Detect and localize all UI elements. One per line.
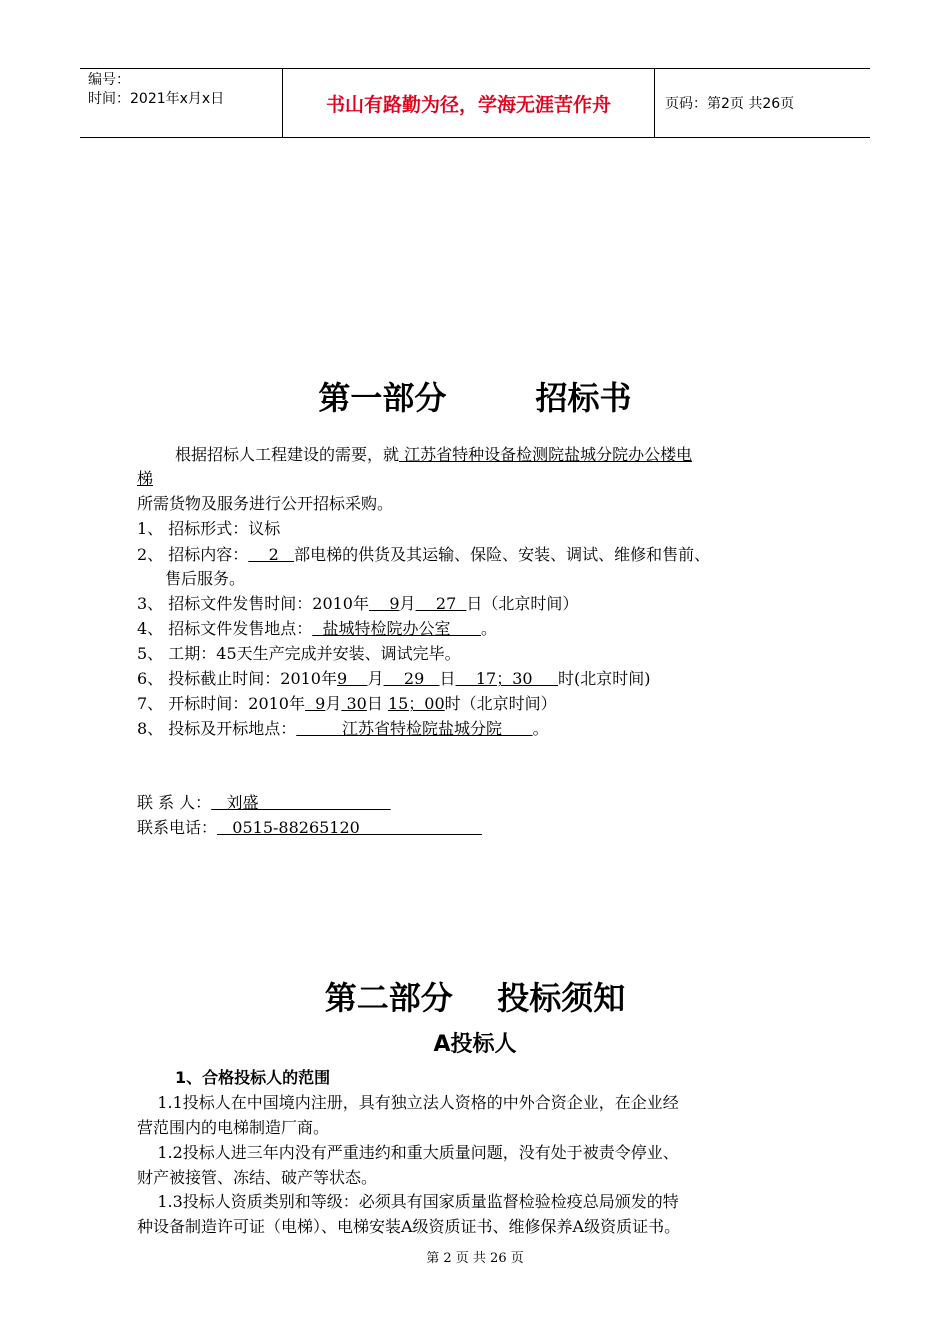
item-5: 5、 工期：45天生产完成并安装、调试完毕。 xyxy=(137,644,461,663)
intro-line-1: 根据招标人工程建设的需要，就 江苏省特种设备检测院盐城分院办公楼电 xyxy=(175,445,693,464)
contact-phone: 联系电话： 0515-88265120 xyxy=(137,818,482,837)
header-motto: 书山有路勤为径，学海无涯苦作舟 xyxy=(282,69,655,137)
item-4: 4、 招标文件发售地点： 盐城特检院办公室 。 xyxy=(137,619,497,638)
intro-line-2: 梯 xyxy=(137,469,154,488)
part2-title: 第二部分 投标须知 xyxy=(324,979,626,1017)
part2-subtitle: A投标人 xyxy=(433,1032,517,1057)
part1-title: 第一部分 招标书 xyxy=(318,379,632,417)
para-1-2a: 1.2投标人进三年内没有严重违约和重大质量问题，没有处于被责令停业、 xyxy=(137,1143,679,1162)
para-1-3a: 1.3投标人资质类别和等级：必须具有国家质量监督检验检疫总局颁发的特 xyxy=(137,1192,679,1211)
item-8: 8、 投标及开标地点： 江苏省特检院盐城分院 。 xyxy=(137,719,549,738)
header-page-number: 页码：第2页 共26页 xyxy=(665,96,795,112)
item-2-cont: 售后服务。 xyxy=(165,569,246,588)
document-number-label: 编号： xyxy=(88,72,130,88)
page-header xyxy=(80,68,870,138)
para-1-1a: 1.1投标人在中国境内注册，具有独立法人资格的中外合资企业，在企业经 xyxy=(137,1093,679,1112)
intro-line-3: 所需货物及服务进行公开招标采购。 xyxy=(137,494,394,513)
para-1-2b: 财产被接管、冻结、破产等状态。 xyxy=(137,1168,378,1187)
header-info xyxy=(80,69,282,137)
item-6: 6、 投标截止时间：2010年9 月 29 日 17；30 时(北京时间) xyxy=(137,669,651,688)
page-footer: 第 2 页 共 26 页 xyxy=(426,1251,524,1266)
para-1-1b: 营范围内的电梯制造厂商。 xyxy=(137,1118,330,1137)
item-3: 3、 招标文件发售时间：2010年 9月 27 日（北京时间） xyxy=(137,594,579,613)
item-7: 7、 开标时间：2010年 9月 30日 15；00时（北京时间） xyxy=(137,694,557,713)
para-1-3b: 种设备制造许可证（电梯）、电梯安装A级资质证书、维修保养A级资质证书。 xyxy=(137,1217,681,1236)
contact-person: 联 系 人： 刘盛 xyxy=(137,793,391,812)
section-1-title: 1、合格投标人的范围 xyxy=(175,1068,331,1087)
item-2: 2、 招标内容： 2 部电梯的供货及其运输、保险、安装、调试、维修和售前、 xyxy=(137,545,711,564)
document-date: 时间：2021年x月x日 xyxy=(88,91,225,107)
item-1: 1、 招标形式：议标 xyxy=(137,519,281,538)
